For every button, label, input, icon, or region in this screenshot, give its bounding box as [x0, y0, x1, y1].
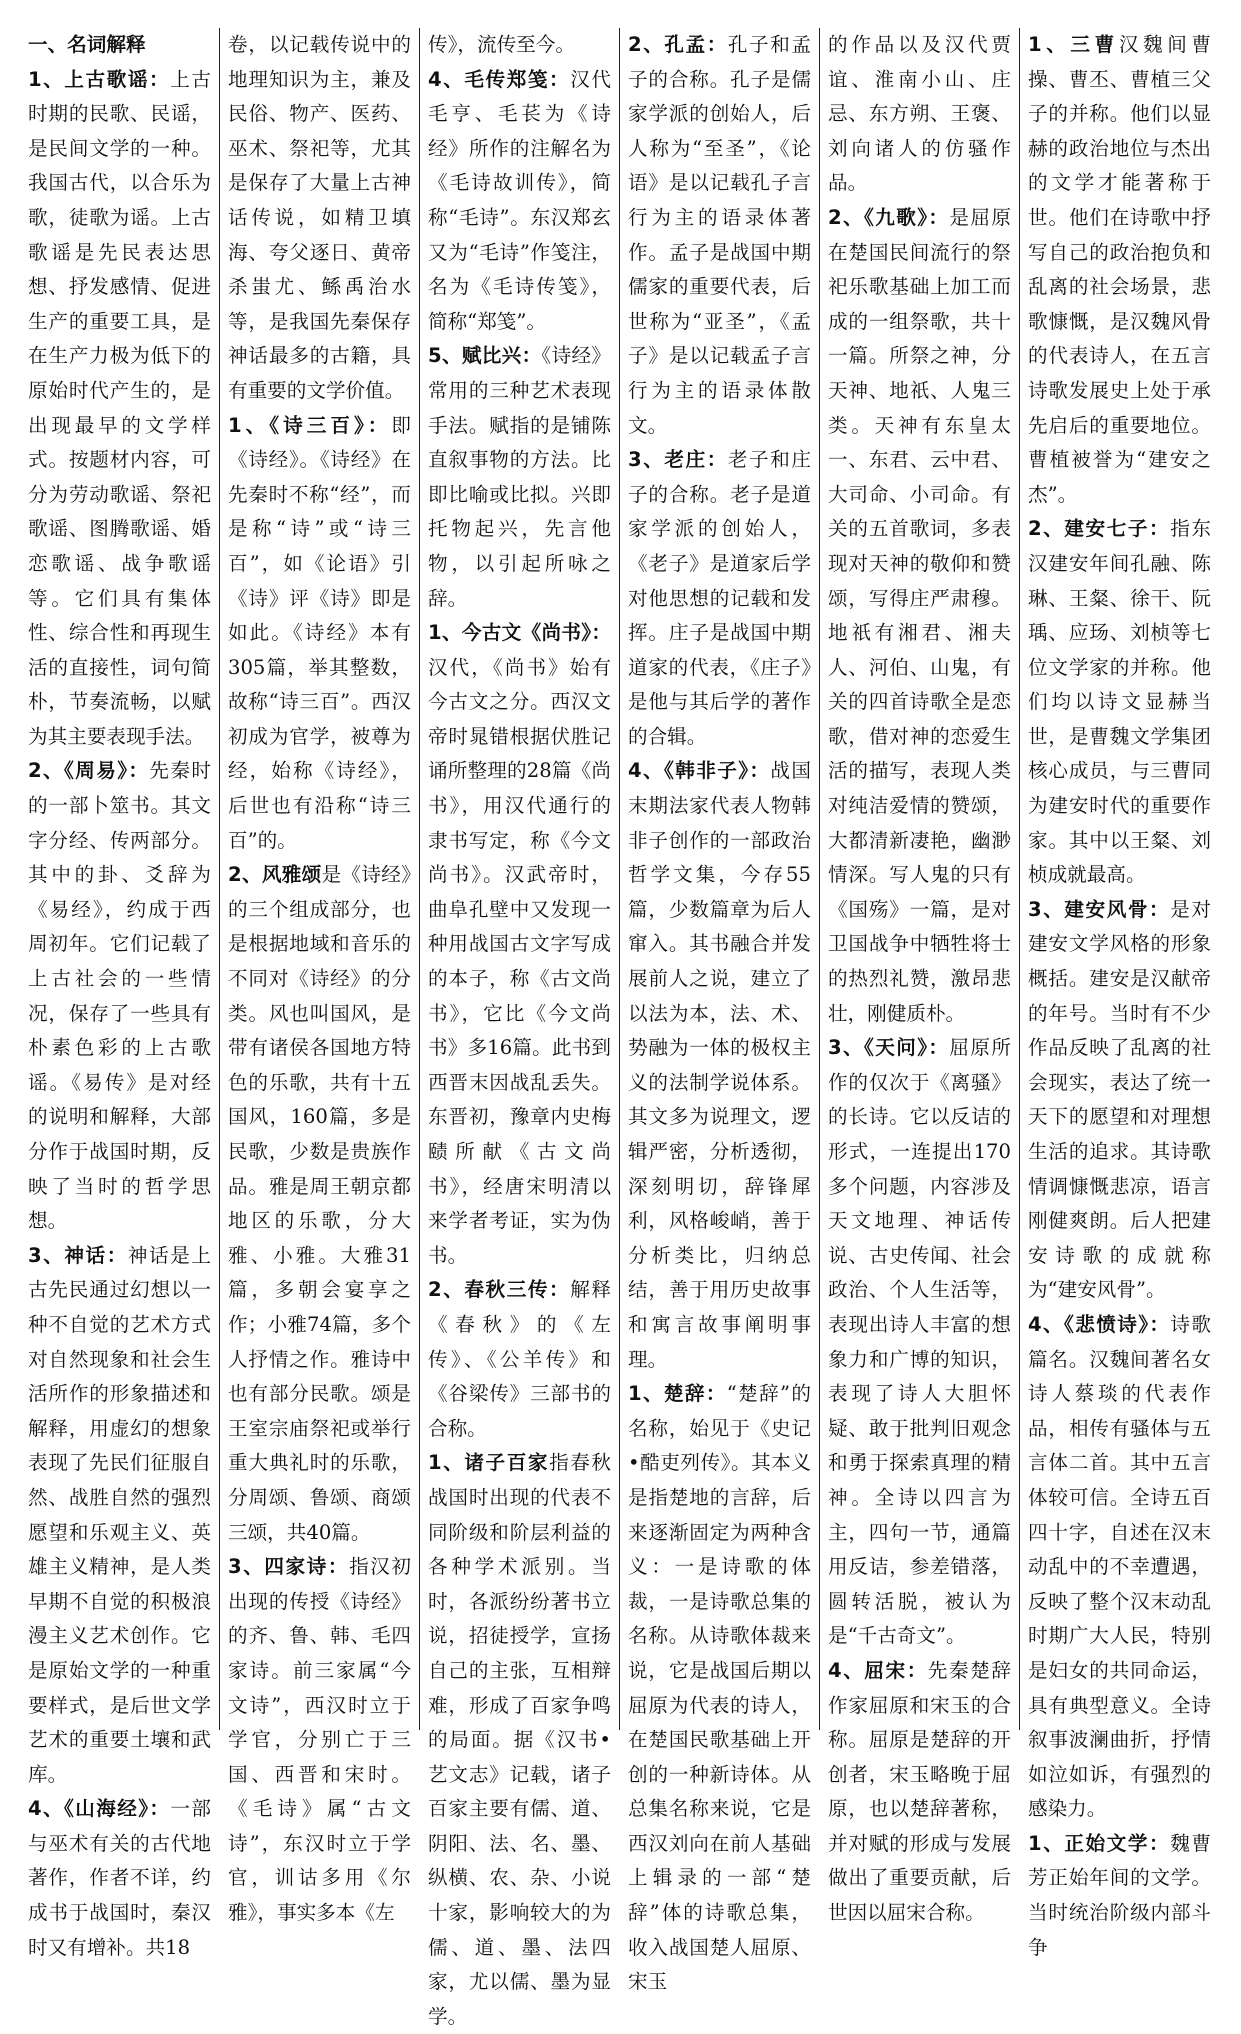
term-definition: 传》，流传至今。	[428, 33, 575, 56]
term-heading: 2、《九歌》：	[828, 205, 950, 229]
term-entry	[1028, 1308, 1211, 1827]
term-entry	[628, 754, 811, 1377]
term-heading: 1、正始文学：	[1028, 1831, 1171, 1855]
term-heading: 4、《悲愤诗》：	[1028, 1312, 1171, 1336]
continuation-text	[828, 28, 1011, 201]
term-entry	[28, 28, 211, 63]
term-definition: 《诗经》常用的三种艺术表现手法。赋指的是铺陈直叙事物的方法。比即比喻或比拟。兴即托物起兴，先言他物，以引起所咏之辞。	[428, 344, 611, 610]
term-definition: 诗歌篇名。汉魏间著名女诗人蔡琰的代表作品，相传有骚体与五言体二首。其中五言体较可信。全诗五百四十字，自述在汉末动乱中的不幸遭遇，反映了整个汉末动乱时期广大人民，特别是妇女的共同命运，具有典型意义。全诗叙事波澜曲折，抒情如泣如诉，有强烈的感染力。	[1028, 1312, 1211, 1821]
term-entry	[1028, 893, 1211, 1308]
term-heading: 2、春秋三传：	[428, 1278, 571, 1302]
term-definition: 是屈原在楚国民间流行的祭祀乐歌基础上加工而成的一组祭歌，共十一篇。所祭之神，分天神、地祇、人鬼三类。天神有东皇太一、东君、云中君、大司命、小司命。有关的五首歌词，多表现对天神的敬仰和赞颂，写得庄严肃穆。地祇有湘君、湘夫人、河伯、山鬼，有关的四首诗歌全是恋歌，借对神的恋爱生活的描写，表现人类对纯洁爱情的赞颂，大都清新凄艳，幽渺情深。写人鬼的只有《国殇》一篇，是对卫国战争中牺牲将士的热烈礼赞，激昂悲壮，刚健质朴。	[828, 205, 1011, 1025]
term-heading: 3、神话：	[28, 1243, 128, 1267]
term-definition: 汉代，《尚书》始有今古文之分。西汉文帝时晁错根据伏胜记诵所整理的28篇《尚书》，用汉代通行的隶书写定，称《今文尚书》。汉武帝时，曲阜孔壁中又发现一种用战国古文字写成的本子，称《古文尚书》，它比《今文尚书》多16篇。此书到西晋末因战乱丢失。东晋初，豫章内史梅赜所献《古文尚书》，经唐宋明清以来学者考证，实为伪书。	[428, 655, 611, 1267]
term-entry	[828, 201, 1011, 1031]
term-heading: 1、上古歌谣：	[28, 67, 171, 91]
term-definition: 卷，以记载传说中的地理知识为主，兼及民俗、物产、医药、巫术、祭祀等，尤其是保存了大量上古神话传说，如精卫填海、夸父逐日、黄帝杀蚩尤、鲧禹治水等，是我国先秦保存神话最多的古籍，具有重要的文学价值。	[228, 33, 411, 402]
term-heading: 3、《天问》：	[828, 1036, 950, 1060]
term-heading: 一、名词解释	[28, 33, 146, 56]
text-column-2	[219, 28, 419, 1925]
term-definition: 指东汉建安年间孔融、陈琳、王粲、徐干、阮瑀、应玚、刘桢等七位文学家的并称。他们均以诗文显赫当世，是曹魏文学集团核心成员，与三曹同为建安时代的重要作家。其中以王粲、刘桢成就最高。	[1028, 517, 1211, 887]
term-definition: 解释《春秋》的《左传》、《公羊传》和《谷梁传》三部书的合称。	[428, 1278, 611, 1440]
term-heading: 4、《韩非子》：	[628, 759, 771, 783]
term-entry	[28, 754, 211, 1238]
term-definition: 指春秋战国时出现的代表不同阶级和阶层利益的各种学术派别。当时，各派纷纷著书立说，招徒授学，宣扬自己的主张，互相辩难，形成了百家争鸣的局面。据《汉书•艺文志》记载，诸子百家主要有儒、道、阴阳、法、名、墨、纵横、农、杂、小说十家，影响较大的为儒、道、墨、法四家，尤以儒、墨为显学。	[428, 1451, 611, 2028]
term-entry	[1028, 512, 1211, 893]
term-definition: 指汉初出现的传授《诗经》的齐、鲁、韩、毛四家诗。前三家属“今文诗”，西汉时立于学官，分别亡于三国、西晋和宋时。《毛诗》属“古文诗”，东汉时立于学官，训诂多用《尔雅》，事实多本《左	[228, 1555, 411, 1925]
term-entry	[1028, 28, 1211, 512]
term-entry	[228, 1550, 411, 1931]
term-definition: 的作品以及汉代贾谊、淮南小山、庄忌、东方朔、王褒、刘向诸人的仿骚作品。	[828, 33, 1011, 195]
term-entry	[628, 1377, 811, 2000]
term-definition: 先秦楚辞作家屈原和宋玉的合称。屈原是楚辞的开创者，宋玉略晚于屈原，也以楚辞著称，并对赋的形成与发展做出了重要贡献，后世因以屈宋合称。	[828, 1658, 1011, 1925]
term-definition: 一部与巫术有关的古代地著作，作者不详，约成书于战国时，秦汉时又有增补。共18	[28, 1797, 211, 1959]
continuation-text	[228, 28, 411, 409]
term-entry	[228, 858, 411, 1550]
term-heading: 2、风雅颂	[228, 863, 322, 887]
term-heading: 4、屈宋：	[828, 1658, 928, 1682]
term-definition: 上古时期的民歌、民谣，是民间文学的一种。我国古代，以合乐为歌，徒歌为谣。上古歌谣是先民表达思想、抒发感情、促进生产的重要工具，是在生产力极为低下的原始时代产生的，是出现最早的文学样式。按题材内容，可分为劳动歌谣、祭祀歌谣、图腾歌谣、婚恋歌谣、战争歌谣等。它们具有集体性、综合性和再现生活的直接性，词句简朴，节奏流畅，以赋为其主要表现手法。	[28, 67, 211, 748]
text-column-3	[419, 28, 619, 2028]
term-definition: 是《诗经》的三个组成部分，也是根据地域和音乐的不同对《诗经》的分类。风也叫国风，是带有诸侯各国地方特色的乐歌，共有十五国风，160篇，多是民歌，少数是贵族作品。雅是周王朝京都地区的乐歌，分大雅、小雅。大雅31篇，多朝会宴享之作；小雅74篇，多个人抒情之作。雅诗中也有部分民歌。颂是王室宗庙祭祀或举行重大典礼时的乐歌，分周颂、鲁颂、商颂三颂，共40篇。	[228, 863, 411, 1544]
text-column-1	[24, 28, 219, 1959]
term-entry	[628, 443, 811, 754]
term-definition: 即《诗经》。《诗经》在先秦时不称“经”，而是称“诗”或“诗三百”，如《论语》引《诗》评《诗》即是如此。《诗经》本有305篇，举其整数，故称“诗三百”。西汉初成为官学，被尊为经，始称《诗经》，后世也有沿称“诗三百”的。	[228, 413, 411, 852]
term-entry	[28, 1239, 211, 1793]
continuation-text	[428, 28, 611, 63]
term-definition: 汉代毛亨、毛苌为《诗经》所作的注解名为《毛诗故训传》，简称“毛诗”。东汉郑玄又为“毛诗”作笺注，名为《毛诗传笺》，简称“郑笺”。	[428, 67, 611, 333]
term-heading: 1、楚辞：	[628, 1382, 727, 1406]
term-heading: 3、老庄：	[628, 448, 728, 472]
term-definition: 屈原所作的仅次于《离骚》的长诗。它以反诘的形式，一连提出170多个问题，内容涉及天文地理、神话传说、古史传闻、社会政治、个人生活等，表现出诗人丰富的想象力和广博的知识，表现了诗人大胆怀疑、敢于批判旧观念和勇于探索真理的精神。全诗以四言为主，四句一节，通篇用反诘，参差错落，圆转活脱，被认为是“千古奇文”。	[828, 1036, 1011, 1648]
term-definition: 老子和庄子的合称。老子是道家学派的创始人，《老子》是道家后学对他思想的记载和发挥。庄子是战国中期道家的代表，《庄子》是他与其后学的著作的合辑。	[628, 448, 811, 748]
term-entry	[628, 28, 811, 443]
term-entry	[1028, 1827, 1211, 1965]
term-entry	[428, 1446, 611, 2034]
term-heading: 3、四家诗：	[228, 1555, 350, 1579]
text-column-5	[819, 28, 1019, 1925]
term-entry	[28, 1792, 211, 1965]
term-heading: 1、诸子百家	[428, 1451, 550, 1475]
term-entry	[228, 409, 411, 859]
term-entry	[828, 1654, 1011, 1931]
term-definition: “楚辞”的名称，始见于《史记•酷吏列传》。其本义是指楚地的言辞，后来逐渐固定为两种含义：一是诗歌的体裁，一是诗歌总集的名称。从诗歌体裁来说，它是战国后期以屈原为代表的诗人，在楚国民歌基础上开创的一种新诗体。从总集名称来说，它是西汉刘向在前人基础上辑录的一部“楚辞”体的诗歌总集，收入战国楚人屈原、宋玉	[628, 1382, 811, 1994]
term-heading: 1、《诗三百》：	[228, 413, 392, 437]
term-heading: 5、赋比兴：	[428, 344, 542, 368]
term-definition: 魏曹芳正始年间的文学。当时统治阶级内部斗争	[1028, 1831, 1211, 1959]
term-definition: 先秦时的一部卜筮书。其文字分经、传两部分。其中的卦、爻辞为《易经》，约成于西周初年。它们记载了上古社会的一些情况，保存了一些具有朴素色彩的上古歌谣。《易传》是对经的说明和解释，大部分作于战国时期，反映了当时的哲学思想。	[28, 759, 211, 1233]
term-heading: 4、《山海经》：	[28, 1797, 171, 1821]
term-definition: 是对建安文学风格的形象概括。建安是汉献帝的年号。当时有不少作品反映了乱离的社会现实，表达了统一天下的愿望和对理想生活的追求。其诗歌情调慷慨悲凉，语言刚健爽朗。后人把建安诗歌的成就称为“建安风骨”。	[1028, 897, 1211, 1302]
term-entry	[28, 63, 211, 755]
term-entry	[428, 1273, 611, 1446]
term-heading: 3、建安风骨：	[1028, 897, 1171, 921]
term-heading: 4、毛传郑笺：	[428, 67, 571, 91]
term-definition: 汉魏间曹操、曹丕、曹植三父子的并称。他们以显赫的政治地位与杰出的文学才能著称于世。他们在诗歌中抒写自己的政治抱负和乱离的社会场景，悲歌慷慨，是汉魏风骨的代表诗人，在五言诗歌发展史上处于承先启后的重要地位。曹植被誉为“建安之杰”。	[1028, 33, 1212, 506]
term-heading: 2、建安七子：	[1028, 517, 1171, 541]
term-entry	[428, 339, 611, 616]
term-entry	[428, 63, 611, 340]
term-heading: 2、孔孟：	[628, 33, 728, 56]
term-heading: 1、今古文《尚书》：	[428, 621, 611, 645]
term-definition: 神话是上古先民通过幻想以一种不自觉的艺术方式对自然现象和社会生活所作的形象描述和解释，用虚幻的想象表现了先民们征服自然、战胜自然的强烈愿望和乐观主义、英雄主义精神，是人类早期不自觉的积极浪漫主义艺术创作。它是原始文学的一种重要样式，是后世文学艺术的重要土壤和武库。	[28, 1243, 211, 1786]
term-heading: 2、《周易》：	[28, 759, 150, 783]
term-definition: 孔子和孟子的合称。孔子是儒家学派的创始人，后人称为“至圣”，《论语》是以记载孔子言行为主的语录体著作。孟子是战国中期儒家的重要代表，后世称为“亚圣”，《孟子》是以记载孟子言行为主的语录体散文。	[628, 33, 811, 437]
term-heading: 1、三曹	[1028, 33, 1119, 56]
text-column-4	[619, 28, 819, 1994]
term-entry	[828, 1031, 1011, 1654]
term-definition: 战国末期法家代表人物韩非子创作的一部政治哲学文集，今存55篇，少数篇章为后人窜入。其书融合并发展前人之说，建立了以法为本，法、术、势融为一体的极权主义的法制学说体系。其文多为说理文，逻辑严密，分析透彻，深刻明切，辞锋犀利，风格峻峭，善于分析类比，归纳总结，善于用历史故事和寓言故事阐明事理。	[628, 759, 811, 1371]
text-column-6	[1019, 28, 1219, 1959]
term-entry	[428, 616, 611, 1273]
